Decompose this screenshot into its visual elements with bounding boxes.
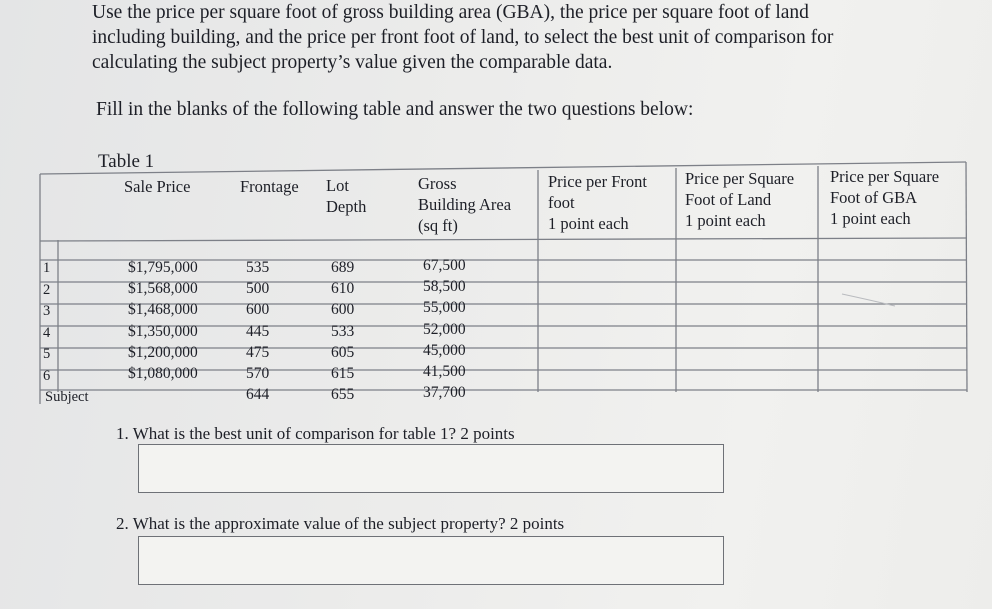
column-gba [423,255,466,403]
table-cell: $1,200,000 [128,343,198,361]
instruction-line-1: Use the price per square foot of gross building area (GBA), the price per square foot of land [92,2,809,23]
table-cell: 67,500 [423,257,466,274]
table-cell: $1,568,000 [128,280,198,298]
table-cell: 535 [246,259,270,276]
row-label: 6 [43,367,51,384]
table-cell: 55,000 [423,299,466,317]
table-cell: $1,468,000 [128,301,198,319]
column-frontage [246,257,269,405]
table-cell: $1,080,000 [128,365,198,383]
answer-1-field[interactable] [138,444,724,493]
row-label: 3 [43,303,51,319]
row-label: 1 [43,260,51,276]
header-frontage: Frontage [240,177,299,196]
question-1: 1. What is the best unit of comparison for table 1? 2 points [116,424,515,443]
table-cell: 600 [246,301,270,319]
table-cell: 655 [331,386,355,404]
question-2: 2. What is the approximate value of the subject property? 2 points [116,514,565,533]
table-cell: $1,350,000 [128,322,198,340]
header-price-per-sqft-land: Price per Square Foot of Land 1 point each [685,169,795,230]
table-cell: 570 [246,365,270,383]
table-cell: 600 [331,301,355,319]
table-cell: 615 [331,365,355,383]
table-title: Table 1 [98,151,155,172]
table-cell: 689 [331,259,355,276]
row-label: 2 [43,281,51,298]
table-cell: 45,000 [423,341,466,359]
row-label: 4 [43,324,51,341]
table-cell: 610 [331,280,355,298]
row-label: 5 [43,346,51,362]
header-sale-price: Sale Price [124,177,191,196]
table-cell: 475 [246,343,270,361]
table-cell: 533 [331,322,355,340]
instruction-line-2: including building, and the price per front foot of land, to select the best unit of comparison for [92,27,834,48]
column-lot-depth [331,257,354,405]
column-sale-price [128,257,198,384]
fill-in-instruction: Fill in the blanks of the following table and answer the two questions below: [96,99,694,120]
table-cell: 500 [246,280,270,298]
header-lot-depth: Lot Depth [326,176,367,216]
instruction-line-3: calculating the subject property’s value given the comparable data. [92,52,613,73]
table-cell: 52,000 [423,320,466,338]
table-cell: 605 [331,343,355,361]
header-price-per-front-foot: Price per Front foot 1 point each [548,172,647,233]
answer-2-field[interactable] [138,536,724,585]
table-cell: 37,700 [423,384,466,402]
row-labels [43,258,89,409]
header-gba: Gross Building Area (sq ft) [418,174,512,235]
header-price-per-sqft-gba: Price per Square Foot of GBA 1 point each [830,167,940,228]
table-cell: $1,795,000 [128,259,198,276]
table-cell: 644 [246,386,270,404]
table-cell: 445 [246,322,270,340]
table-cell: 58,500 [423,278,466,296]
table-cell: 41,500 [423,363,466,381]
row-label: Subject [45,389,89,405]
